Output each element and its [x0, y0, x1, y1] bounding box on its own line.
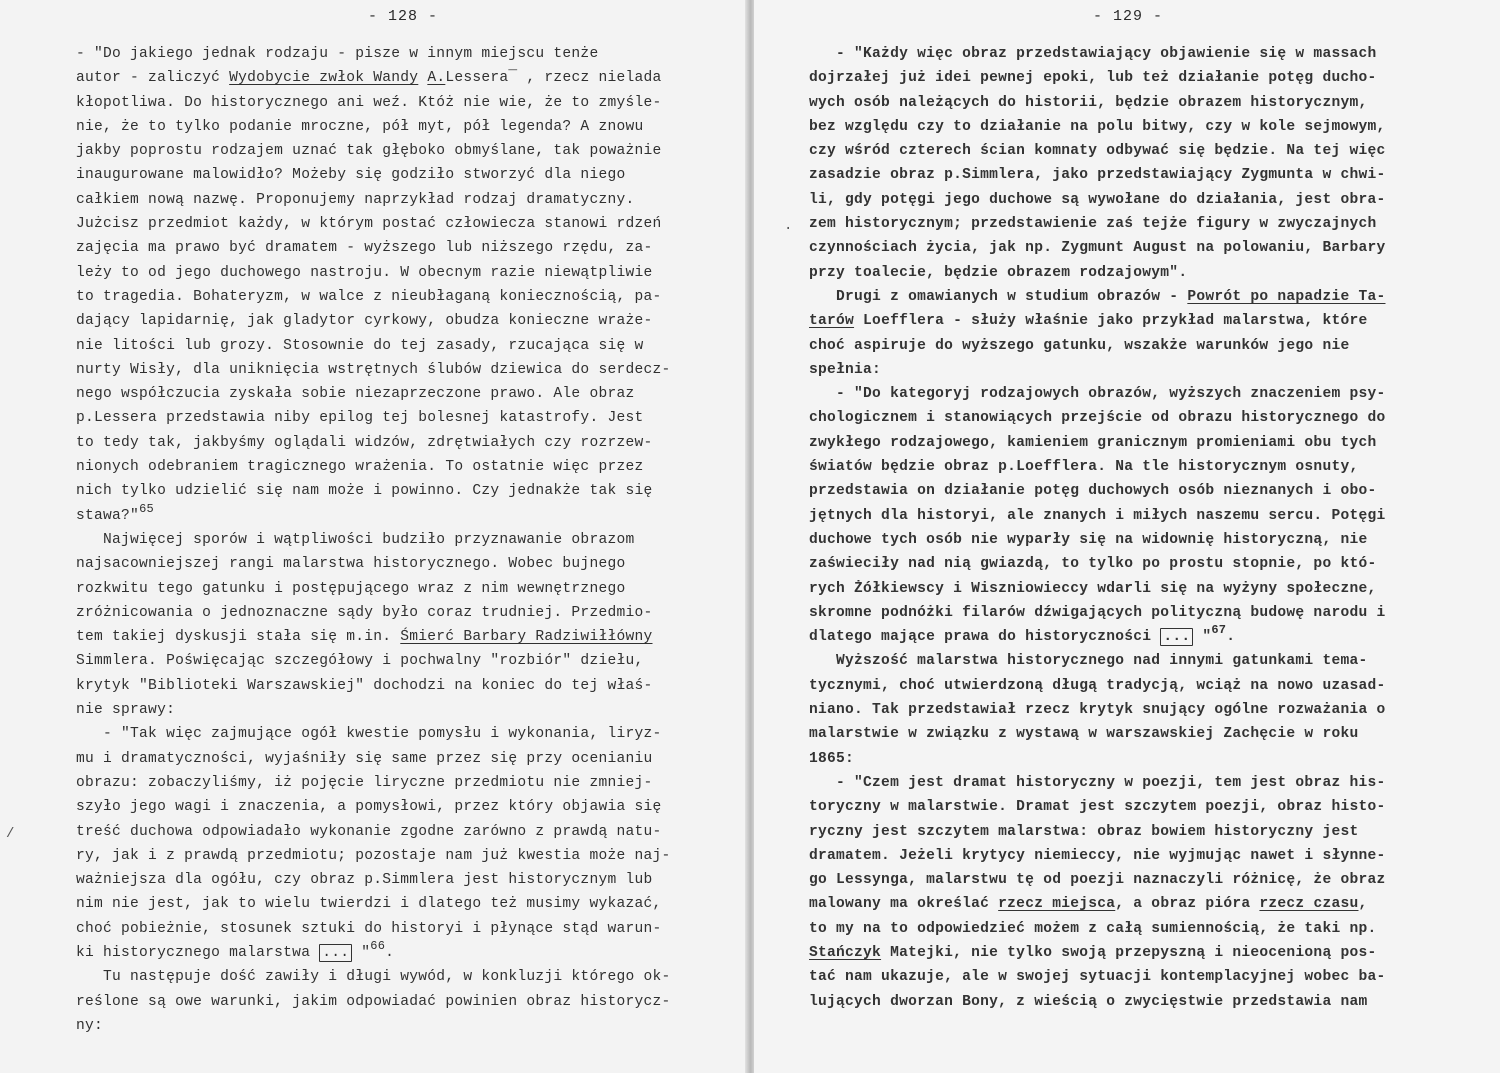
- text-line: [76, 382, 671, 406]
- text-segment: czynnościach życia, jak np. Zygmunt August na polowaniu, Barbary: [809, 240, 1386, 257]
- text-segment: to tedy tak, jakbyśmy oglądali widzów, zdrętwiałych czy rozrzew-: [76, 434, 653, 451]
- text-line: [76, 115, 671, 139]
- text-line: [76, 868, 671, 892]
- text-line: [809, 66, 1386, 90]
- text-segment: .: [385, 944, 395, 961]
- text-line: [76, 844, 671, 868]
- page-number-right: - 129 -: [1093, 8, 1164, 25]
- text-line: [809, 795, 1386, 819]
- text-line: [76, 139, 671, 163]
- text-segment: nego współczucia zyskała sobie niezaprzeczone prawo. Ale obraz: [76, 386, 635, 403]
- text-line: [809, 358, 1386, 382]
- text-segment: rych Żółkiewscy i Wiszniowieccy wdarli się na wyżyny społeczne,: [809, 580, 1377, 597]
- text-line: [76, 406, 671, 430]
- text-segment: - "Każdy więc obraz przedstawiający objawienie się w massach: [809, 46, 1377, 62]
- text-line: [76, 66, 671, 90]
- text-line: [76, 91, 671, 115]
- text-segment: przy toalecie, będzie obrazem rodzajowym".: [809, 264, 1188, 281]
- page-number-left: - 128 -: [368, 8, 439, 25]
- text-line: [809, 382, 1386, 406]
- text-segment: światów będzie obraz p.Loefflera. Na tle historycznym osnuty,: [809, 459, 1359, 476]
- text-segment: [418, 70, 427, 86]
- text-segment: ki historycznego malarstwa: [76, 944, 320, 961]
- ellipsis-bracket: ...: [319, 944, 352, 962]
- text-segment: Simmlera. Poświęcając szczegółowy i pochwalny "rozbiór" dziełu,: [76, 653, 644, 670]
- text-line: [76, 649, 671, 673]
- text-line: [76, 917, 671, 941]
- text-line: [809, 601, 1386, 625]
- text-segment: nurty Wisły, dla uniknięcia wstrętnych ślubów dziewica do serdecz-: [76, 361, 671, 378]
- text-line: [76, 358, 671, 382]
- left-page-text: [76, 42, 671, 1038]
- text-segment: go Lessynga, malarstwu tę od poezji naznaczyli różnicę, że obraz: [809, 872, 1386, 889]
- text-line: [809, 965, 1386, 989]
- text-segment: zasadzie obraz p.Simmlera, jako przedstawiający Zygmunta w chwi-: [809, 167, 1386, 184]
- margin-mark: /: [6, 826, 15, 842]
- text-line: [809, 309, 1386, 333]
- text-line: [809, 771, 1386, 795]
- text-line: [76, 698, 671, 722]
- text-line: [76, 722, 671, 746]
- text-line: [809, 820, 1386, 844]
- text-segment: ": [352, 944, 371, 961]
- text-segment: nie, że to tylko podanie mroczne, pół myt, pół legenda? A znowu: [76, 118, 644, 135]
- text-line: [809, 139, 1386, 163]
- text-segment: - "Do kategoryj rodzajowych obrazów, wyższych znaczeniem psy-: [809, 386, 1386, 403]
- text-segment: choć pobieżnie, stosunek sztuki do historyi i płynące stąd warun-: [76, 920, 662, 937]
- text-line: [76, 990, 671, 1014]
- text-line: [76, 820, 671, 844]
- text-line: [76, 601, 671, 625]
- text-line: [809, 285, 1386, 309]
- text-segment: ny:: [76, 1017, 104, 1034]
- underlined-title: rzecz miejsca: [998, 896, 1116, 913]
- text-segment: Wyższość malarstwa historycznego nad innymi gatunkami tema-: [809, 653, 1368, 670]
- text-line: [76, 431, 671, 455]
- text-segment: szyło jego wagi i znaczenia, a pomysłowi, przez który objawia się: [76, 799, 662, 816]
- text-line: [76, 309, 671, 333]
- text-segment: , a obraz pióra: [1115, 896, 1260, 913]
- underlined-title: Powrót po napadzie Ta-: [1187, 288, 1386, 305]
- text-segment: ": [1193, 629, 1212, 646]
- footnote-ref: 65: [139, 501, 154, 516]
- right-page: [754, 0, 1500, 1073]
- text-line: [76, 552, 671, 576]
- text-segment: nie sprawy:: [76, 702, 176, 719]
- text-line: [809, 163, 1386, 187]
- text-segment: zwykłego rodzajowego, kamieniem granicznym promieniami obu tych: [809, 434, 1377, 451]
- text-segment: dojrzałej już idei pewnej epoki, lub też działanie potęg ducho-: [809, 70, 1377, 87]
- text-segment: - "Tak więc zajmujące ogół kwestie pomysłu i wykonania, liryz-: [76, 726, 662, 743]
- text-segment: reślone są owe warunki, jakim odpowiadać powinien obraz historycz-: [76, 993, 671, 1010]
- text-segment: wych osób należących do historii, będzie obrazem historycznym,: [809, 94, 1368, 111]
- underlined-title: Wydobycie zwłok Wandy: [229, 70, 419, 87]
- text-line: [76, 577, 671, 601]
- text-segment: skromne podnóżki filarów dźwigających polityczną budowę narodu i: [809, 604, 1386, 621]
- text-line: [76, 334, 671, 358]
- text-line: [809, 42, 1386, 66]
- text-line: [809, 261, 1386, 285]
- text-segment: inaugurowane malowidło? Możeby się godziło stworzyć dla niego: [76, 167, 626, 184]
- text-segment: ry, jak i z prawdą przedmiotu; pozostaje nam już kwestia może naj-: [76, 847, 671, 864]
- text-segment: li, gdy potęgi jego duchowe są wywołane do działania, jest obra-: [809, 191, 1386, 208]
- text-line: [809, 747, 1386, 771]
- text-line: [809, 917, 1386, 941]
- text-segment: p.Lessera przedstawia niby epilog tej bolesnej katastrofy. Jest: [76, 410, 644, 427]
- text-line: [809, 236, 1386, 260]
- text-line: [809, 115, 1386, 139]
- text-segment: autor - zaliczyć: [76, 70, 230, 87]
- text-segment: stawa?": [76, 507, 140, 524]
- underlined-title: rzecz czasu: [1259, 896, 1359, 913]
- text-segment: nich tylko udzielić się nam może i powinno. Czy jednakże tak się: [76, 483, 653, 500]
- underlined-title: tarów: [809, 313, 855, 330]
- text-segment: nie litości lub grozy. Stosownie do tej zasady, rzucająca się w: [76, 337, 644, 354]
- text-segment: choć aspiruje do wyższego gatunku, wszakże warunków jego nie: [809, 337, 1350, 354]
- text-line: [809, 674, 1386, 698]
- text-line: [76, 1014, 671, 1038]
- text-segment: nionych odebraniem tragicznego wrażenia. To ostatnie więc przez: [76, 459, 644, 476]
- text-line: [76, 501, 671, 528]
- text-segment: to tragedia. Bohateryzm, w walce z nieubłaganą koniecznością, pa-: [76, 288, 662, 305]
- text-segment: Najwięcej sporów i wątpliwości budziło przyznawanie obrazom: [76, 531, 635, 548]
- text-line: [76, 747, 671, 771]
- text-segment: .: [1226, 629, 1236, 646]
- text-segment: Drugi z omawianych w studium obrazów -: [809, 288, 1188, 305]
- text-line: [76, 212, 671, 236]
- text-line: [76, 892, 671, 916]
- text-segment: - "Do jakiego jednak rodzaju - pisze w innym miejscu tenże: [76, 46, 599, 62]
- text-segment: tycznymi, choć utwierdzoną długą tradycją, wciąż na nowo uzasad-: [809, 677, 1386, 694]
- text-line: [76, 528, 671, 552]
- text-line: [76, 455, 671, 479]
- text-segment: mu i dramatyczności, wyjaśniły się same przez się przy ocenianiu: [76, 750, 653, 767]
- text-line: [809, 455, 1386, 479]
- text-segment: chologicznem i stanowiących przejście od obrazu historycznego do: [809, 410, 1386, 427]
- text-segment: Loefflera - służy właśnie jako przykład malarstwa, które: [854, 313, 1368, 330]
- text-segment: dlatego mające prawa do historyczności: [809, 629, 1161, 646]
- text-segment: 1865:: [809, 750, 855, 767]
- text-line: [809, 698, 1386, 722]
- text-segment: Jużcisz przedmiot każdy, w którym postać człowiecza stanowi rdzeń: [76, 216, 662, 233]
- text-segment: jętnych dla historyi, ale znanych i miłych naszemu sercu. Potęgi: [809, 507, 1386, 524]
- underlined-title: Śmierć Barbary Radziwiłłówny: [400, 629, 653, 646]
- text-segment: spełnia:: [809, 361, 882, 378]
- text-line: [76, 771, 671, 795]
- text-segment: to my na to odpowiedzieć możem z całą sumiennością, że taki np.: [809, 920, 1377, 937]
- text-line: [76, 674, 671, 698]
- text-segment: Tu następuje dość zawiły i długi wywód, w konkluzji którego ok-: [76, 969, 671, 986]
- text-line: [76, 188, 671, 212]
- margin-mark: .: [784, 218, 793, 234]
- text-line: [809, 188, 1386, 212]
- text-line: [76, 236, 671, 260]
- text-line: [809, 479, 1386, 503]
- text-line: [809, 504, 1386, 528]
- text-line: [76, 625, 671, 649]
- left-page: [0, 0, 748, 1073]
- text-segment: Matejki, nie tylko swoją przepyszną i nieocenioną pos-: [881, 944, 1377, 961]
- underlined-title: A.: [427, 70, 446, 87]
- text-segment: duchowe tych osób nie wyparły się na widownię historyczną, nie: [809, 531, 1368, 548]
- text-line: [76, 163, 671, 187]
- text-segment: treść duchowa odpowiadało wykonanie zgodne zarówno z prawdą natu-: [76, 823, 662, 840]
- text-line: [76, 479, 671, 503]
- text-segment: Lessera¯ , rzecz nielada: [445, 70, 662, 87]
- text-line: [809, 212, 1386, 236]
- text-line: [76, 795, 671, 819]
- text-segment: lujących dworzan Bony, z wieścią o zwycięstwie przedstawia nam: [809, 993, 1368, 1010]
- text-line: [809, 941, 1386, 965]
- text-segment: całkiem nową nazwę. Proponujemy naprzykład rodzaj dramatyczny.: [76, 191, 635, 208]
- text-segment: zajęcia ma prawo być dramatem - wyższego lub niższego rzędu, za-: [76, 240, 653, 257]
- text-segment: zem historycznym; przedstawienie zaś tejże figury w zwyczajnych: [809, 216, 1377, 233]
- text-line: [809, 528, 1386, 552]
- text-line: [809, 625, 1386, 649]
- text-line: [809, 334, 1386, 358]
- text-line: [809, 431, 1386, 455]
- text-segment: tać nam ukazuje, ale w swojej sytuacji kontemplacyjnej wobec ba-: [809, 969, 1386, 986]
- text-line: [809, 844, 1386, 868]
- text-segment: najsacowniejszej rangi malarstwa historycznego. Wobec bujnego: [76, 556, 626, 573]
- text-segment: nim nie jest, jak to wielu twierdzi i dlatego też musimy wykazać,: [76, 896, 662, 913]
- text-segment: dramatem. Jeżeli krytycy niemieccy, nie wyjmując nawet i słynne-: [809, 847, 1386, 864]
- text-line: [809, 577, 1386, 601]
- text-line: [809, 868, 1386, 892]
- text-segment: niano. Tak przedstawiał rzecz krytyk snujący ogólne rozważania o: [809, 702, 1386, 719]
- text-segment: malarstwie w związku z wystawą w warszawskiej Zachęcie w roku: [809, 726, 1359, 743]
- text-segment: - "Czem jest dramat historyczny w poezji, tem jest obraz his-: [809, 774, 1386, 791]
- text-line: [809, 552, 1386, 576]
- underlined-title: Stańczyk: [809, 944, 882, 961]
- text-segment: obrazu: zobaczyliśmy, iż pojęcie liryczne przedmiotu nie zmniej-: [76, 774, 653, 791]
- text-line: [809, 722, 1386, 746]
- text-line: [76, 938, 671, 965]
- text-segment: zaświeciły nad nią gwiazdą, to tylko po prostu stopnie, po któ-: [809, 556, 1377, 573]
- text-segment: krytyk "Biblioteki Warszawskiej" dochodzi na koniec do tej właś-: [76, 677, 653, 694]
- text-line: [76, 965, 671, 989]
- text-line: [76, 261, 671, 285]
- text-line: [76, 285, 671, 309]
- text-segment: toryczny w malarstwie. Dramat jest szczytem poezji, obraz histo-: [809, 799, 1386, 816]
- text-segment: przedstawia on działanie potęg duchowych osób nieznanych i obo-: [809, 483, 1377, 500]
- text-line: [76, 42, 671, 66]
- text-segment: bez względu czy to działanie na polu bitwy, czy w kole sejmowym,: [809, 118, 1386, 135]
- text-segment: zróżnicowania o jednoznaczne sądy było coraz trudniej. Przedmio-: [76, 604, 653, 621]
- text-segment: rozkwitu tego gatunku i postępującego wraz z nim wewnętrznego: [76, 580, 626, 597]
- text-segment: jakby poprostu rodzajem uznać tak głęboko obmyślane, tak poważnie: [76, 143, 662, 160]
- right-page-text: [809, 42, 1386, 1014]
- text-line: [809, 406, 1386, 430]
- text-segment: dający lapidarnię, jak gladytor cyrkowy, obudza konieczne wraże-: [76, 313, 653, 330]
- text-segment: malowany ma określać: [809, 896, 999, 913]
- text-segment: kłopotliwa. Do historycznego ani weź. Któż nie wie, że to zmyśle-: [76, 94, 662, 111]
- text-line: [809, 91, 1386, 115]
- ellipsis-bracket: ...: [1160, 628, 1193, 646]
- text-line: [809, 649, 1386, 673]
- footnote-ref: 67: [1211, 623, 1227, 638]
- text-segment: czy wśród czterech ścian komnaty odbywać się będzie. Na tej więc: [809, 143, 1386, 160]
- text-segment: ryczny jest szczytem malarstwa: obraz bowiem historyczny jest: [809, 823, 1359, 840]
- text-line: [809, 892, 1386, 916]
- footnote-ref: 66: [370, 938, 386, 953]
- text-segment: tem takiej dyskusji stała się m.in.: [76, 629, 401, 646]
- text-segment: ważniejsza dla ogółu, czy obraz p.Simmlera jest historycznym lub: [76, 872, 653, 889]
- text-segment: leży to od jego duchowego nastroju. W obecnym razie niewątpliwie: [76, 264, 653, 281]
- text-line: [809, 990, 1386, 1014]
- text-segment: ,: [1358, 896, 1368, 913]
